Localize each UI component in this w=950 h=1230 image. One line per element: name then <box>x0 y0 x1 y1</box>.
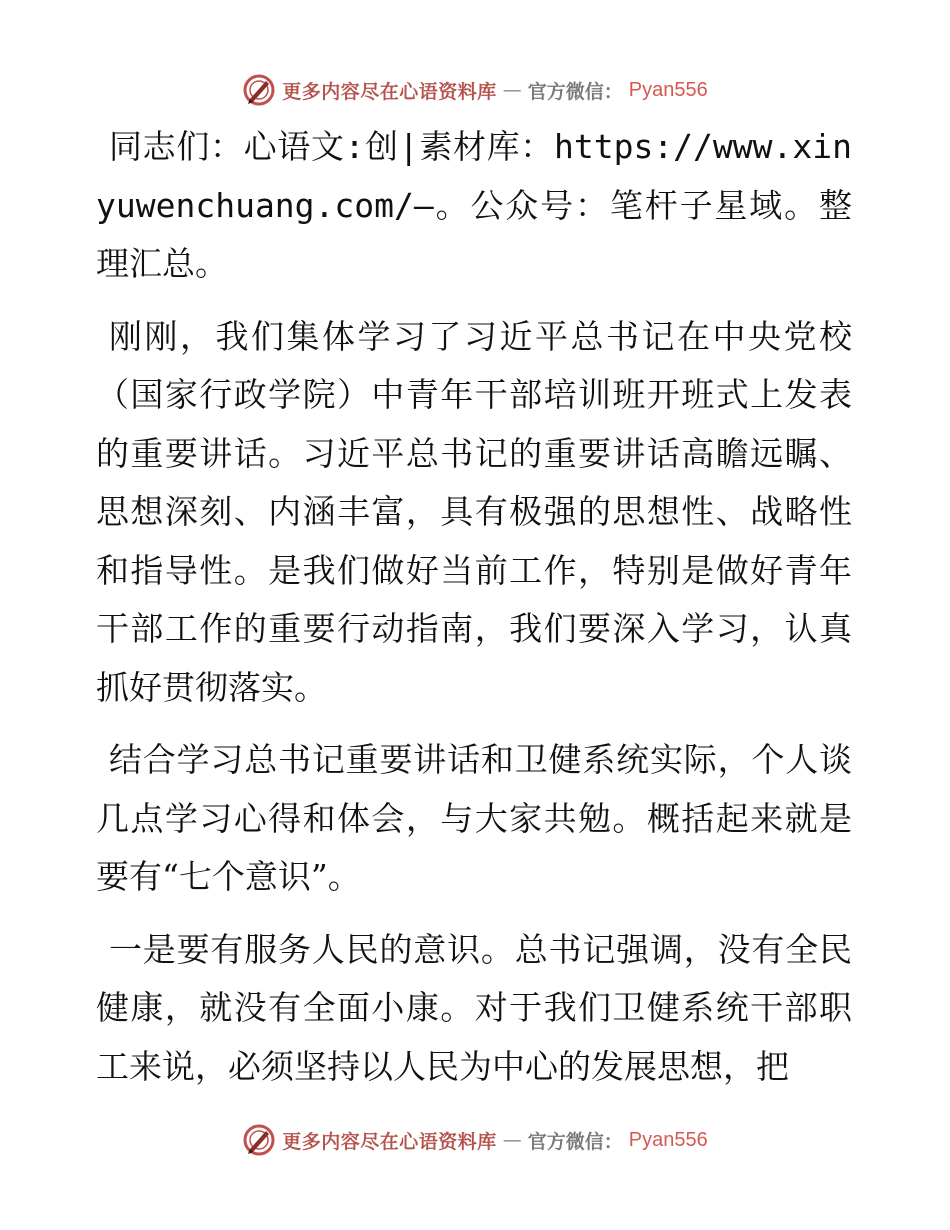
footer-watermark-banner <box>0 1120 950 1160</box>
paragraph-summary: 结合学习总书记重要讲话和卫健系统实际，个人谈几点学习心得和体会，与大家共勉。概括起来就是要有“七个意识”。 <box>96 740 852 896</box>
banner-slogan: 更多内容尽在心语资料库 <box>282 80 497 103</box>
paragraph-study: 刚刚，我们集体学习了习近平总书记在中央党校（国家行政学院）中青年干部培训班开班式上发表的重要讲话。习近平总书记的重要讲话高瞻远瞩、思想深刻、内涵丰富，具有极强的思想性、战略性和指导性。是我们做好当前工作，特别是做好青年干部工作的重要行动指南，我们要深入学习，认真抓好贯彻落实。 <box>96 316 852 707</box>
banner-slogan: 更多内容尽在心语资料库 <box>282 1130 497 1153</box>
banner-content <box>242 1123 708 1157</box>
pen-logo-icon <box>242 1123 276 1157</box>
pen-logo-icon <box>242 73 276 107</box>
header-watermark-banner <box>0 70 950 110</box>
banner-wechat-label: 官方微信： <box>527 1130 623 1153</box>
paragraph-intro: 同志们：心语文:创|素材库：https://www.xinyuwenchuang.com/—。公众号：笔杆子星域。整理汇总。 <box>96 127 852 283</box>
banner-separator: — <box>502 79 522 101</box>
banner-separator: — <box>502 1129 522 1151</box>
banner-wechat-id: Pyan556 <box>628 1128 708 1151</box>
banner-content <box>242 73 708 107</box>
banner-wechat-label: 官方微信： <box>527 80 623 103</box>
document-body <box>96 118 852 1110</box>
banner-wechat-id: Pyan556 <box>628 78 708 101</box>
paragraph-point-one: 一是要有服务人民的意识。总书记强调，没有全民健康，就没有全面小康。对于我们卫健系统干部职工来说，必须坚持以人民为中心的发展思想，把 <box>96 929 852 1086</box>
